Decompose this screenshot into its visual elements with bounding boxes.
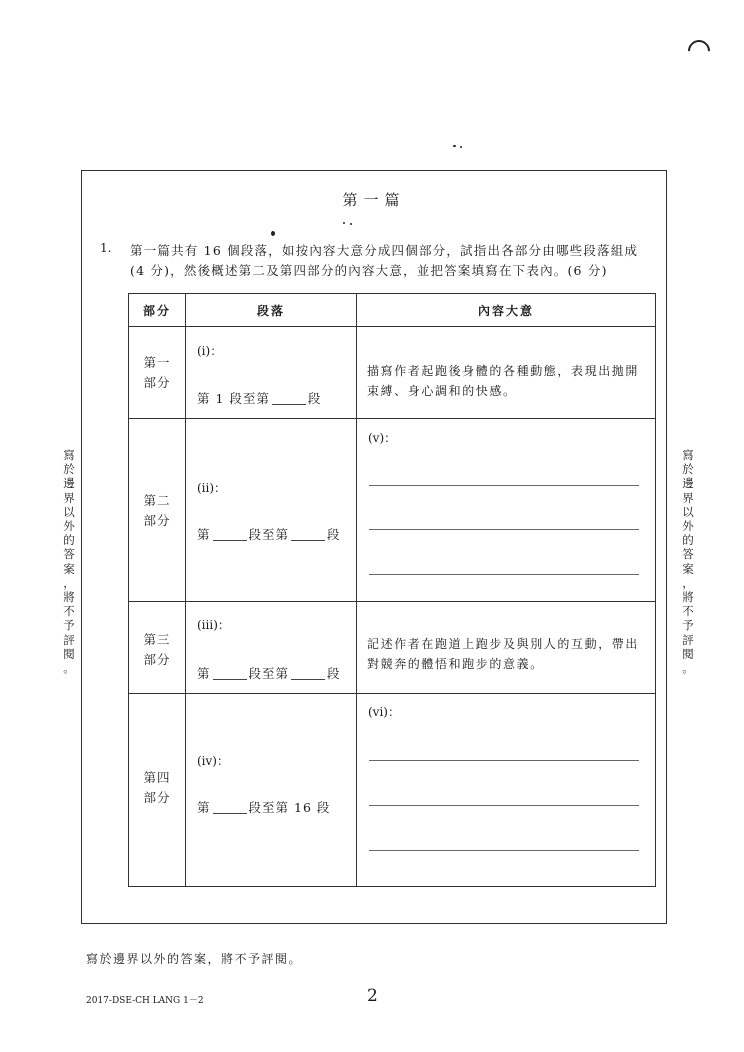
- blank-field[interactable]: [291, 539, 325, 541]
- bottom-margin-warning: 寫於邊界以外的答案，將不予評閱。: [86, 952, 303, 966]
- section-title: 第一篇: [342, 191, 406, 209]
- answer-line[interactable]: [369, 529, 639, 530]
- answer-label: (i)：: [197, 344, 223, 358]
- main-idea-label: (vi)：: [368, 705, 400, 719]
- answer-line[interactable]: [369, 850, 639, 851]
- part-cell: [129, 602, 186, 693]
- blank-field[interactable]: [272, 403, 306, 405]
- scan-speck: [453, 145, 456, 147]
- paper-code: 2017-DSE-CH LANG 1－2: [86, 996, 204, 1006]
- answer-line[interactable]: [369, 760, 639, 761]
- answer-line[interactable]: [369, 485, 639, 486]
- table-row: [129, 419, 655, 602]
- range-suffix: 段: [327, 527, 341, 542]
- part-label-line2: 部分: [143, 513, 171, 528]
- margin-warning-right: 寫 於 邊 界 以 外 的 答 案 ， 將 不 予 評 閱 。: [682, 448, 694, 676]
- paragraph-cell: [186, 602, 357, 693]
- blank-field[interactable]: [213, 678, 247, 680]
- part-label-line2: 部分: [143, 375, 171, 390]
- answer-line[interactable]: [369, 574, 639, 575]
- part-cell: [129, 419, 186, 601]
- main-idea-cell: [357, 694, 655, 886]
- part-cell: [129, 327, 186, 418]
- answer-table: [128, 293, 656, 887]
- scan-speck: [271, 231, 275, 236]
- answer-line[interactable]: [369, 805, 639, 806]
- main-idea-text: 描寫作者起跑後身體的各種動態，表現出拋開束縛、身心調和的快感。: [367, 364, 640, 398]
- blank-field[interactable]: [213, 812, 247, 814]
- answer-label: (iv)：: [197, 754, 229, 768]
- question-number: 1.: [100, 241, 112, 255]
- answer-label: (iii)：: [197, 618, 230, 632]
- range-suffix: 段: [327, 666, 341, 681]
- range-prefix: 第: [197, 666, 211, 681]
- range-suffix: 段: [307, 391, 322, 406]
- range-prefix: 第: [197, 527, 211, 542]
- table-row: [129, 327, 655, 419]
- part-label-line1: 第三: [143, 632, 171, 647]
- part-label-line1: 第一: [143, 355, 171, 370]
- scan-speck: [343, 222, 345, 224]
- margin-warning-left: 寫 於 邊 界 以 外 的 答 案 ， 將 不 予 評 閱 。: [63, 448, 75, 676]
- header-part: 部分: [129, 294, 186, 326]
- answer-label: (ii)：: [197, 481, 227, 495]
- paragraph-cell: [186, 327, 357, 418]
- table-row: [129, 694, 655, 886]
- paragraph-range: [197, 389, 321, 407]
- part-label-line2: 部分: [143, 652, 171, 667]
- blank-field[interactable]: [291, 678, 325, 680]
- header-paragraph: 段落: [186, 294, 357, 326]
- table-header-row: [129, 294, 655, 327]
- main-idea-cell: [357, 602, 655, 693]
- main-idea-cell: [357, 327, 655, 418]
- table-row: [129, 602, 655, 694]
- question-text: 第一篇共有 16 個段落，如按內容大意分成四個部分，試指出各部分由哪些段落組成(4 分)，然後概述第二及第四部分的內容大意，並把答案填寫在下表內。(6 分): [130, 243, 639, 278]
- part-label-line2: 部分: [143, 790, 171, 805]
- scan-speck: [460, 146, 462, 148]
- answer-frame: [81, 170, 667, 924]
- part-cell: [129, 694, 186, 886]
- range-mid: 段至第 16 段: [248, 800, 331, 815]
- paragraph-range: [197, 664, 341, 682]
- page-number: 2: [367, 986, 378, 1006]
- paragraph-cell: [186, 419, 357, 601]
- range-prefix: 第 1 段至第: [197, 391, 270, 406]
- part-label-line1: 第四: [143, 770, 171, 785]
- range-prefix: 第: [197, 800, 211, 815]
- main-idea-cell: [357, 419, 655, 601]
- scan-speck: [350, 223, 352, 225]
- range-mid: 段至第: [248, 527, 290, 542]
- range-mid: 段至第: [248, 666, 290, 681]
- paragraph-range: [197, 525, 341, 543]
- header-main-idea: 內容大意: [477, 303, 534, 318]
- main-idea-text: 記述作者在跑道上跑步及與別人的互動，帶出對競奔的體悟和跑步的意義。: [367, 637, 640, 671]
- part-label-line1: 第二: [143, 493, 171, 508]
- punch-hole: [683, 35, 714, 66]
- paragraph-cell: [186, 694, 357, 886]
- blank-field[interactable]: [213, 539, 247, 541]
- main-idea-label: (v)：: [368, 431, 397, 445]
- paragraph-range: [197, 798, 330, 816]
